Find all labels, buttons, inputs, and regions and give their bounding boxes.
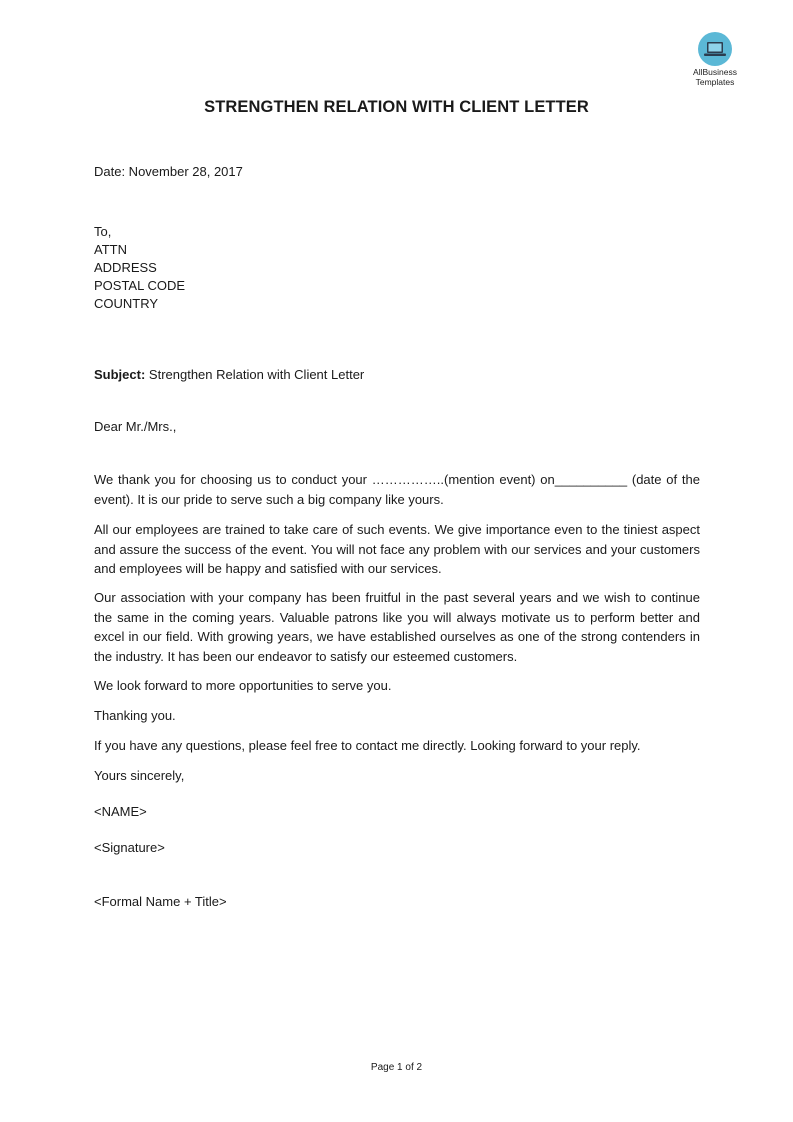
- closing: Yours sincerely,: [94, 768, 185, 783]
- address-street: ADDRESS: [94, 260, 157, 275]
- logo: [683, 32, 747, 87]
- logo-text: [683, 68, 747, 87]
- letter-date: Date: November 28, 2017: [94, 164, 243, 179]
- address-attn: ATTN: [94, 242, 127, 257]
- formal-name-title: <Formal Name + Title>: [94, 894, 227, 909]
- address-to: To,: [94, 224, 112, 239]
- paragraph-questions: If you have any questions, please feel free to contact me directly. Looking forward to your reply.: [94, 738, 641, 753]
- paragraph-thanking: Thanking you.: [94, 708, 176, 723]
- page-title: STRENGTHEN RELATION WITH CLIENT LETTER: [204, 98, 589, 116]
- subject-line: [94, 366, 364, 384]
- address-country: COUNTRY: [94, 296, 159, 311]
- paragraph-employees: All our employees are trained to take care of such events. We give importance even to the tiniest aspect and assure the success of the event. You will not face any problem with our services and your customers and employees will be happy and satisfied with our services.: [94, 522, 700, 576]
- page-number: Page 1 of 2: [370, 1062, 423, 1073]
- subject-text: Strengthen Relation with Client Letter: [145, 367, 365, 382]
- paragraph-look-forward: We look forward to more opportunities to serve you.: [94, 678, 392, 693]
- paragraph-thanks: We thank you for choosing us to conduct your ……………..(mention event) on__________ (date of the event). It is our pride to serve such a big company like yours.: [94, 472, 700, 507]
- salutation: Dear Mr./Mrs.,: [94, 419, 177, 434]
- logo-text-line-2: Templates: [695, 76, 735, 87]
- subject-label: Subject:: [94, 367, 146, 382]
- signature: <Signature>: [94, 840, 165, 855]
- address-postal-code: POSTAL CODE: [94, 278, 186, 293]
- laptop-icon: [698, 32, 732, 66]
- logo-text-line-1: AllBusiness: [693, 67, 737, 77]
- sender-name: <NAME>: [94, 804, 147, 819]
- paragraph-association: Our association with your company has been fruitful in the past several years and we wish to continue the same in the coming years. Valuable patrons like you will always motivate us to perform better and excel in our field. With growing years, we have established ourselves as one of the strong contenders in the industry. It has been our endeavor to satisfy our esteemed customers.: [94, 590, 700, 664]
